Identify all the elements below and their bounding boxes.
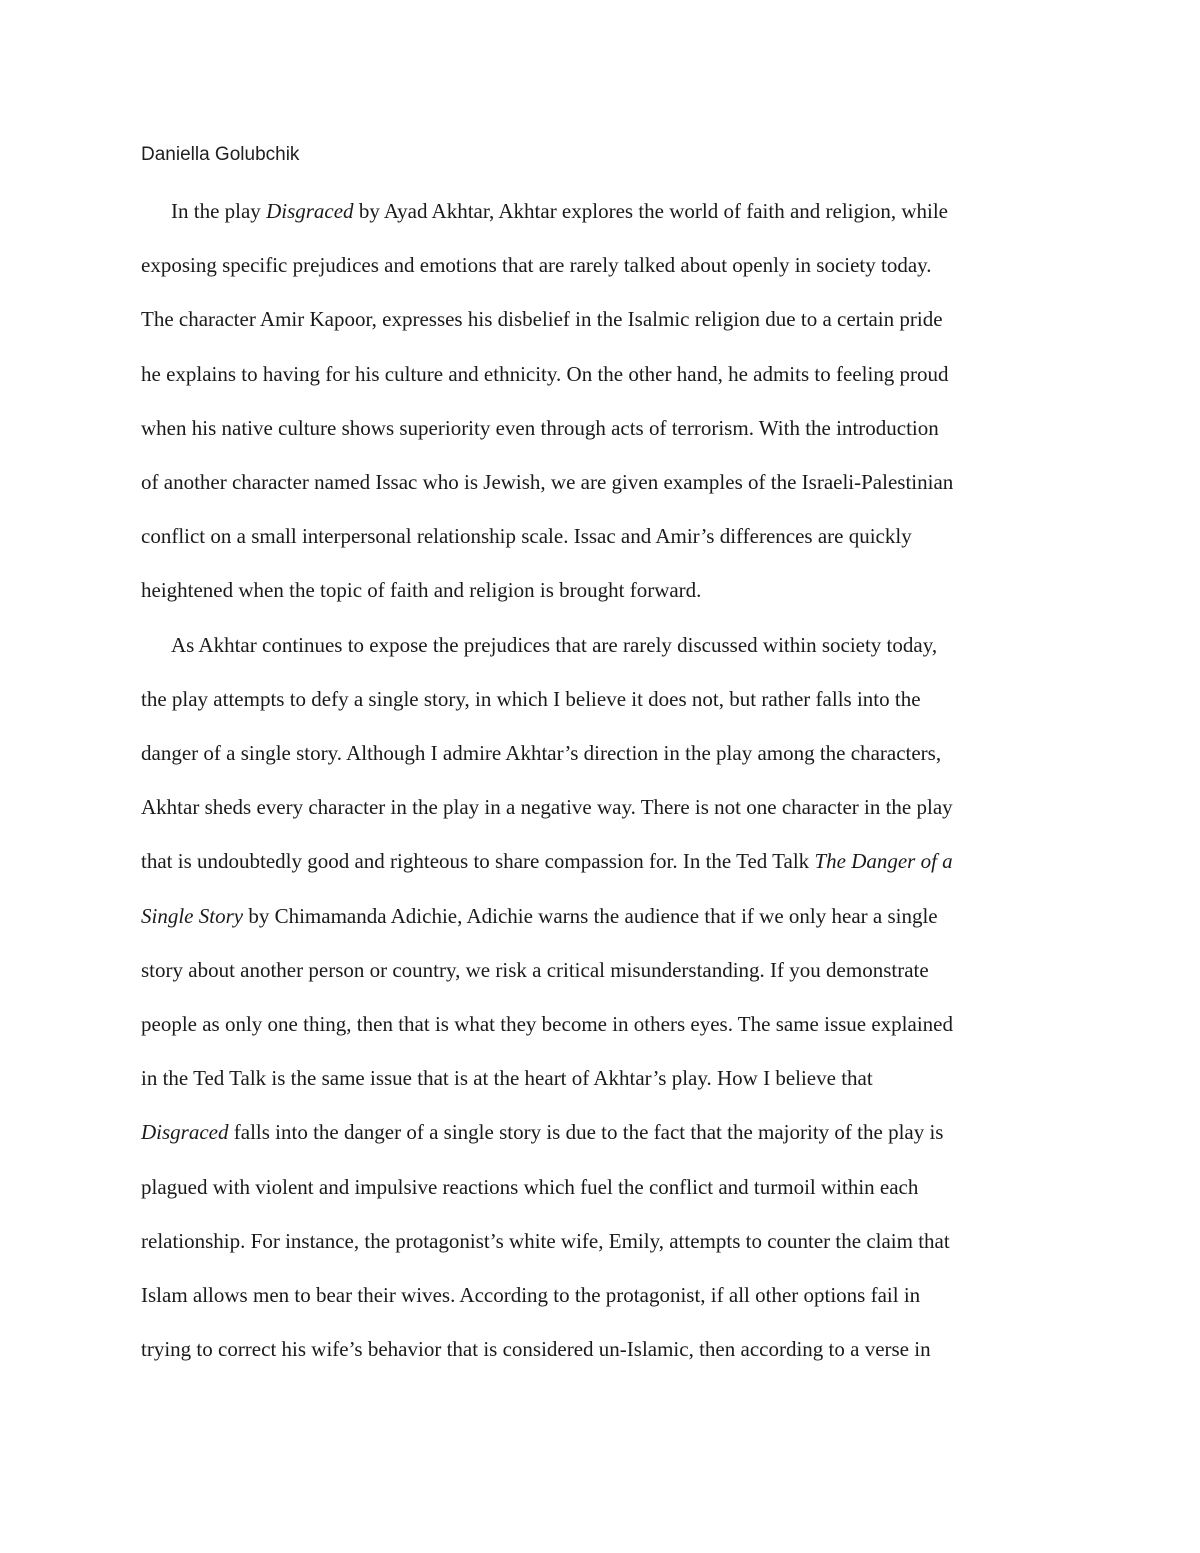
paragraph-line (141, 1064, 1056, 1092)
paragraph-line (141, 793, 1056, 821)
paragraph-line (141, 1335, 1056, 1363)
text-segment: relationship. For instance, the protagonist’s white wife, Emily, attempts to counter the claim that (141, 1229, 950, 1253)
text-segment: when his native culture shows superiority even through acts of terrorism. With the introduction (141, 416, 939, 440)
text-segment: conflict on a small interpersonal relationship scale. Issac and Amir’s differences are quickly (141, 524, 912, 548)
text-segment: people as only one thing, then that is what they become in others eyes. The same issue explained (141, 1012, 953, 1036)
text-segment: he explains to having for his culture and ethnicity. On the other hand, he admits to feeling proud (141, 362, 949, 386)
text-segment: The character Amir Kapoor, expresses his disbelief in the Isalmic religion due to a certain pride (141, 307, 943, 331)
text-segment: As Akhtar continues to expose the prejudices that are rarely discussed within society today, (171, 633, 938, 657)
italic-title-text: The Danger of a (814, 849, 953, 873)
italic-title-text: Single Story (141, 904, 244, 928)
text-segment: story about another person or country, we risk a critical misunderstanding. If you demonstrate (141, 958, 929, 982)
text-segment: the play attempts to defy a single story, in which I believe it does not, but rather falls into the (141, 687, 921, 711)
text-segment: trying to correct his wife’s behavior that is considered un-Islamic, then according to a verse in (141, 1337, 931, 1361)
text-segment: plagued with violent and impulsive reactions which fuel the conflict and turmoil within each (141, 1175, 919, 1199)
paragraph-line (141, 1281, 1056, 1309)
paragraph-line (141, 902, 1056, 930)
text-segment: Akhtar sheds every character in the play in a negative way. There is not one character in the play (141, 795, 953, 819)
paragraph-line (141, 739, 1056, 767)
paragraph-line (141, 847, 1056, 875)
paragraph-line (141, 522, 1056, 550)
paragraph-line (141, 1010, 1056, 1038)
paragraph-line (141, 251, 1056, 279)
text-segment: danger of a single story. Although I admire Akhtar’s direction in the play among the characters, (141, 741, 942, 765)
paragraph-line (141, 576, 1056, 604)
paragraph-line (141, 468, 1056, 496)
text-segment: in the Ted Talk is the same issue that is at the heart of Akhtar’s play. How I believe that (141, 1066, 873, 1090)
text-segment: of another character named Issac who is Jewish, we are given examples of the Israeli-Palestinian (141, 470, 954, 494)
text-segment: exposing specific prejudices and emotions that are rarely talked about openly in society today. (141, 253, 932, 277)
text-segment: falls into the danger of a single story is due to the fact that the majority of the play is (228, 1120, 944, 1144)
paragraph-first-line (171, 631, 1056, 659)
text-segment: by Chimamanda Adichie, Adichie warns the audience that if we only hear a single (243, 904, 938, 928)
paragraph-line (141, 1227, 1056, 1255)
paragraph-line (141, 1118, 1056, 1146)
author-name: Daniella Golubchik (141, 144, 300, 165)
paragraph-line (141, 360, 1056, 388)
paragraph-line (141, 305, 1056, 333)
paragraph-line (141, 956, 1056, 984)
paragraph-line (141, 685, 1056, 713)
paragraph-line (141, 414, 1056, 442)
text-segment: Islam allows men to bear their wives. According to the protagonist, if all other options fail in (141, 1283, 921, 1307)
text-segment: that is undoubtedly good and righteous to share compassion for. In the Ted Talk (141, 849, 815, 873)
text-segment: In the play (171, 199, 267, 223)
italic-title-text: Disgraced (141, 1120, 229, 1144)
text-segment: by Ayad Akhtar, Akhtar explores the world of faith and religion, while (353, 199, 948, 223)
text-segment: heightened when the topic of faith and religion is brought forward. (141, 578, 702, 602)
italic-title-text: Disgraced (266, 199, 354, 223)
paragraph-line (141, 1173, 1056, 1201)
paragraph-first-line (171, 197, 1056, 225)
